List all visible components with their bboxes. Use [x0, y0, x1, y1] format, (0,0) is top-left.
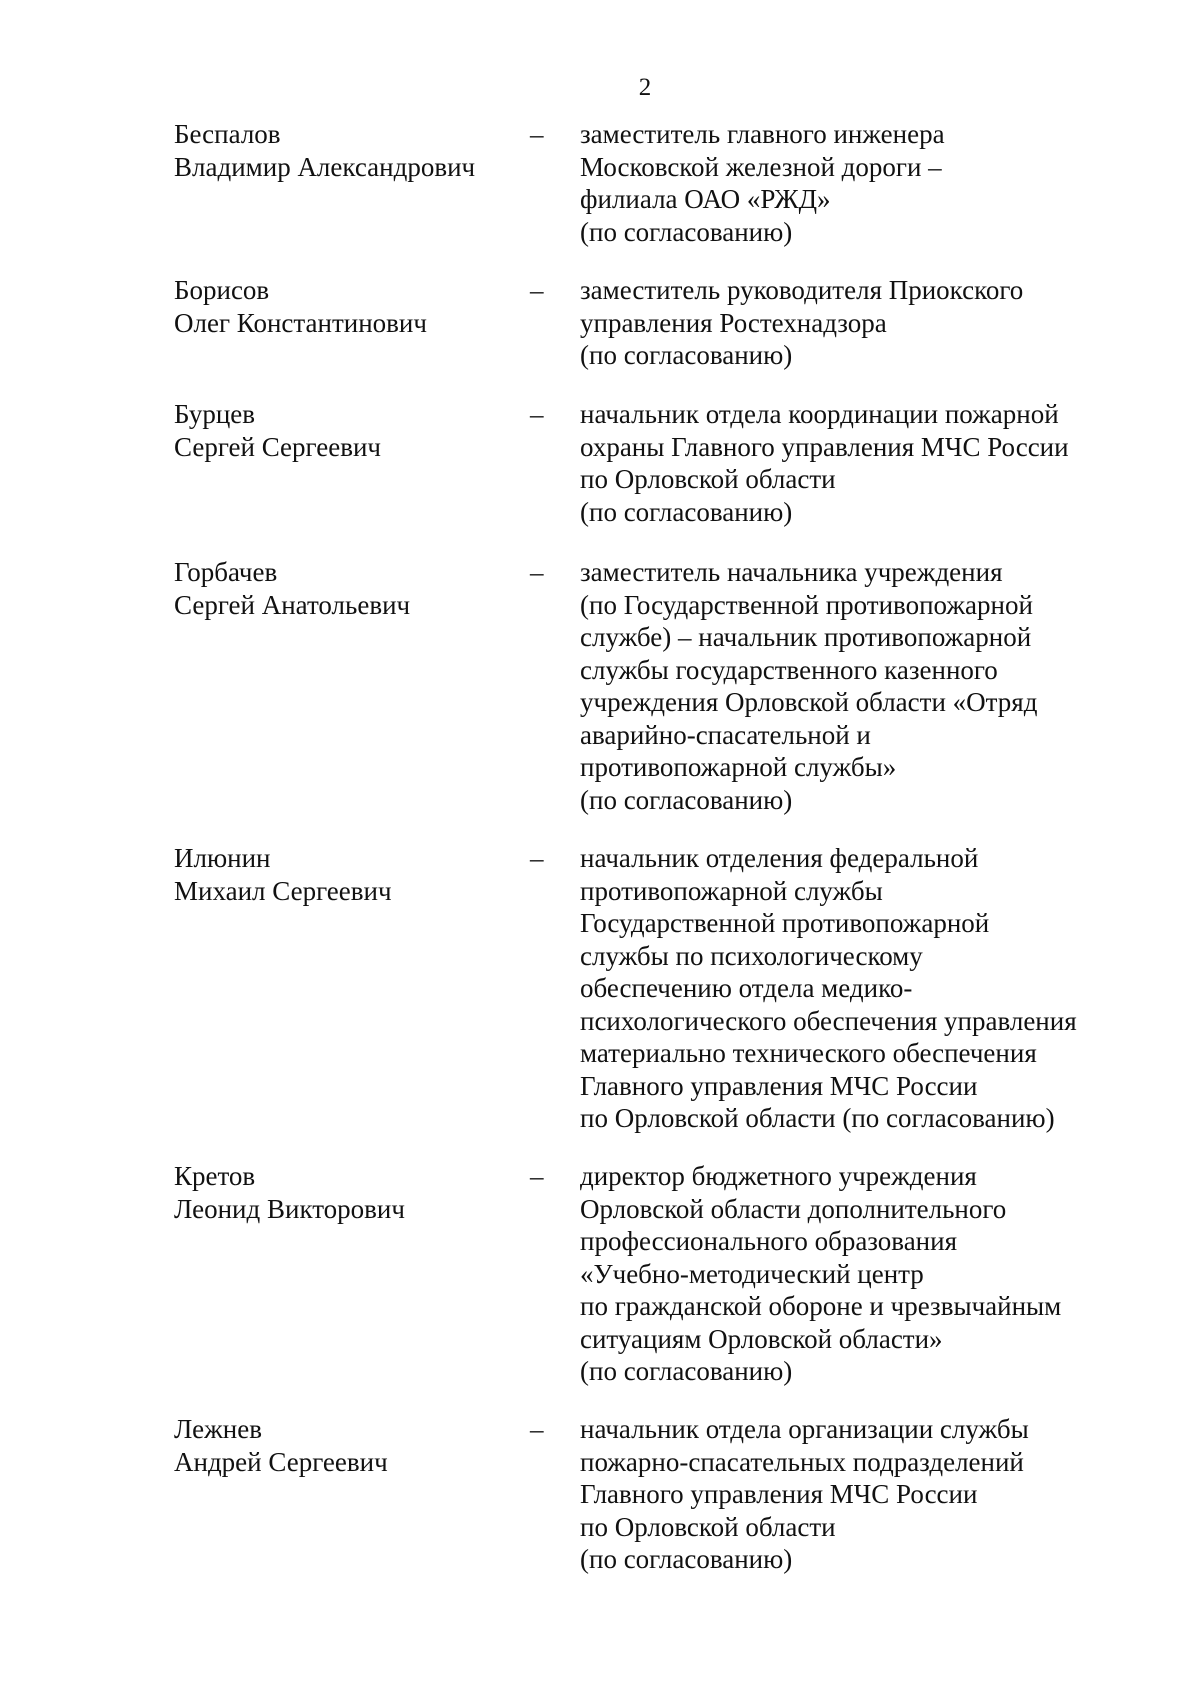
person-name — [174, 398, 534, 463]
given-names: Михаил Сергеевич — [174, 875, 392, 906]
surname: Горбачев — [174, 557, 278, 587]
description-line: противопожарной службы» — [580, 752, 897, 782]
dash-separator: – — [530, 1161, 544, 1191]
description-line: начальник отдела организации службы — [580, 1414, 1029, 1444]
description-line: службе) – начальник противопожарной — [580, 622, 1032, 652]
description-line: (по Государственной противопожарной — [580, 589, 1033, 620]
position-description — [580, 842, 1140, 1135]
given-names: Сергей Сергеевич — [174, 431, 382, 462]
description-line: (по согласованию) — [580, 1544, 793, 1574]
position-description — [580, 118, 1140, 248]
description-line: по гражданской обороне и чрезвычайным — [580, 1291, 1062, 1321]
description-line: психологического обеспечения управления — [580, 1005, 1077, 1036]
description-line: аварийно-спасательной и — [580, 719, 871, 750]
given-names: Владимир Александрович — [174, 151, 476, 182]
description-line: противопожарной службы — [580, 875, 883, 906]
dash-separator: – — [530, 275, 544, 305]
person-name — [174, 1413, 534, 1478]
description-line: пожарно-спасательных подразделений — [580, 1446, 1024, 1477]
description-line: Московской железной дороги – — [580, 151, 942, 182]
description-line: (по согласованию) — [580, 340, 793, 370]
description-line: начальник отделения федеральной — [580, 843, 979, 873]
description-line: службы по психологическому — [580, 940, 923, 971]
description-line: «Учебно-методический центр — [580, 1258, 924, 1289]
person-name — [174, 274, 534, 339]
description-line: по Орловской области — [580, 464, 836, 494]
person-name — [174, 556, 534, 621]
person-name — [174, 1160, 534, 1225]
description-line: охраны Главного управления МЧС России — [580, 431, 1069, 462]
surname: Бурцев — [174, 399, 256, 429]
position-description — [580, 398, 1140, 528]
given-names: Леонид Викторович — [174, 1193, 405, 1224]
surname: Кретов — [174, 1161, 256, 1191]
given-names: Сергей Анатольевич — [174, 589, 411, 620]
description-line: по Орловской области (по согласованию) — [580, 1103, 1055, 1133]
description-line: (по согласованию) — [580, 496, 793, 527]
description-line: (по согласованию) — [580, 1356, 793, 1386]
description-line: заместитель руководителя Приокского — [580, 275, 1024, 305]
surname: Лежнев — [174, 1414, 262, 1444]
given-names: Андрей Сергеевич — [174, 1446, 388, 1477]
description-line: Главного управления МЧС России — [580, 1479, 978, 1509]
surname: Илюнин — [174, 843, 271, 873]
description-line: материально технического обеспечения — [580, 1038, 1037, 1068]
person-name — [174, 118, 534, 183]
description-line: профессионального образования — [580, 1226, 957, 1256]
description-line: управления Ростехнадзора — [580, 307, 887, 338]
given-names: Олег Константинович — [174, 307, 427, 338]
description-line: (по согласованию) — [580, 784, 793, 815]
description-line: (по согласованию) — [580, 216, 793, 247]
description-line: по Орловской области — [580, 1511, 836, 1542]
description-line: обеспечению отдела медико- — [580, 973, 913, 1003]
dash-separator: – — [530, 1414, 544, 1444]
description-line: ситуациям Орловской области» — [580, 1323, 943, 1354]
dash-separator: – — [530, 557, 544, 587]
description-line: директор бюджетного учреждения — [580, 1161, 977, 1191]
surname: Беспалов — [174, 119, 281, 149]
page-number: 2 — [638, 74, 652, 101]
position-description — [580, 274, 1140, 372]
surname: Борисов — [174, 275, 270, 305]
position-description — [580, 1413, 1140, 1576]
person-name — [174, 842, 534, 907]
description-line: службы государственного казенного — [580, 654, 998, 685]
description-line: Главного управления МЧС России — [580, 1070, 978, 1101]
position-description — [580, 556, 1140, 816]
description-line: заместитель главного инженера — [580, 119, 945, 149]
dash-separator: – — [530, 119, 544, 149]
description-line: Государственной противопожарной — [580, 908, 990, 938]
description-line: филиала ОАО «РЖД» — [580, 184, 831, 214]
description-line: Орловской области дополнительного — [580, 1193, 1007, 1224]
position-description — [580, 1160, 1140, 1388]
dash-separator: – — [530, 399, 544, 429]
description-line: заместитель начальника учреждения — [580, 557, 1003, 587]
description-line: учреждения Орловской области «Отряд — [580, 687, 1038, 717]
dash-separator: – — [530, 843, 544, 873]
description-line: начальник отдела координации пожарной — [580, 399, 1059, 429]
